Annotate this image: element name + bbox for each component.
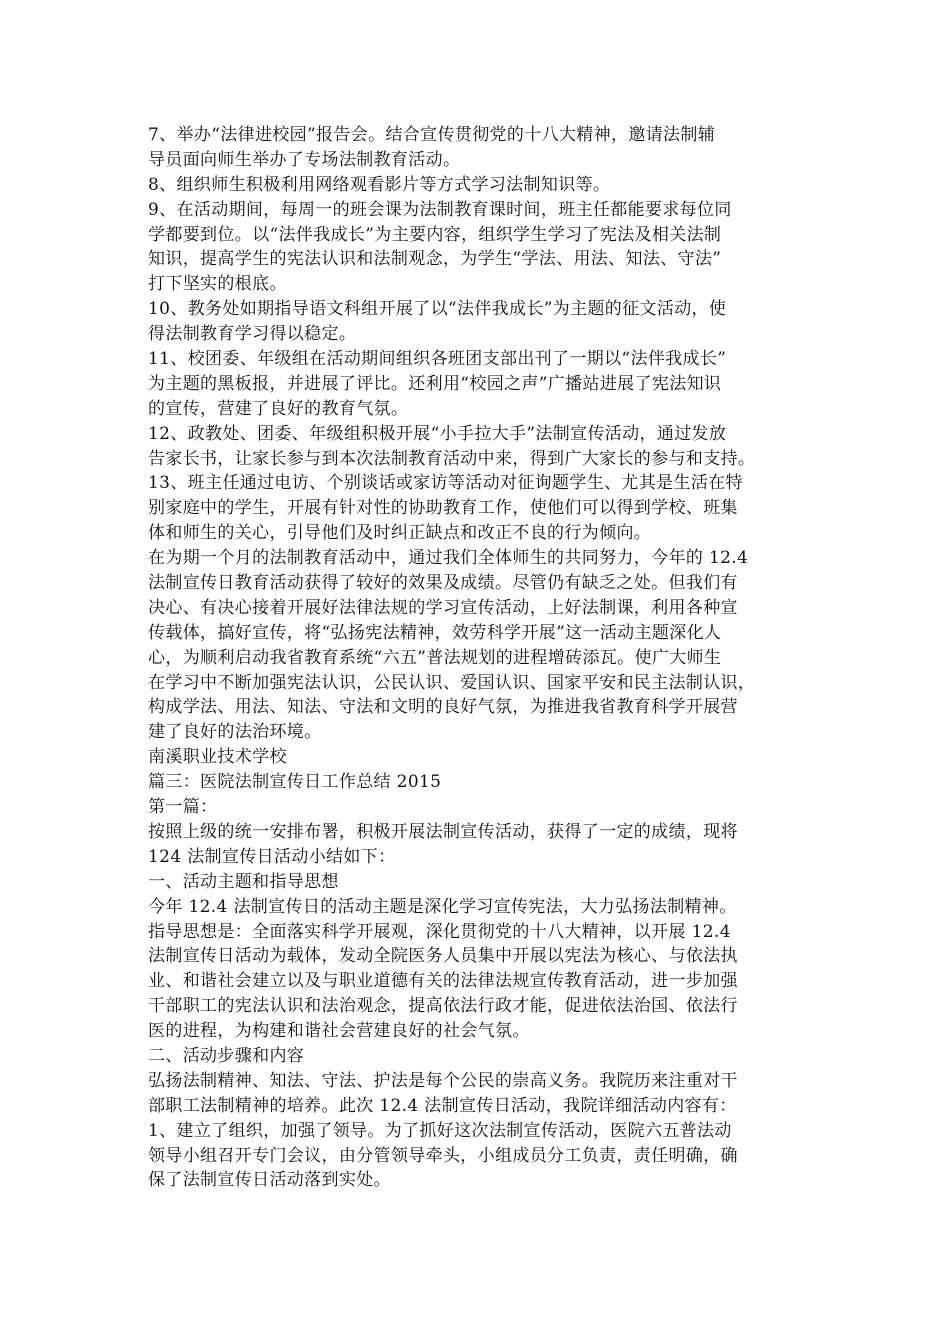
text-line: 按照上级的统一安排布署，积极开展法制宣传活动，获得了一定的成绩，现将 bbox=[148, 821, 738, 842]
text-line: 今年 12.4 法制宣传日的活动主题是深化学习宣传宪法，大力弘扬法制精神。 bbox=[148, 896, 737, 917]
text-line: 业、和谐社会建立以及与职业道德有关的法律法规宣传教育活动，进一步加强 bbox=[148, 971, 738, 992]
text-line: 部职工法制精神的培养。此次 12.4 法制宣传日活动，我院详细活动内容有： bbox=[148, 1095, 737, 1116]
text-line: 在学习中不断加强宪法认识，公民认识、爱国认识、国家平安和民主法制认识， bbox=[148, 672, 756, 693]
text-line: 打下坚实的根底。 bbox=[148, 274, 287, 295]
text-line: 13、班主任通过电访、个别谈话或家访等活动对征询题学生、尤其是生活在特 bbox=[148, 473, 743, 494]
text-line: 传载体，搞好宣传，将“弘扬宪法精神，效劳科学开展”这一活动主题深化人 bbox=[148, 622, 722, 643]
text-line: 一、活动主题和指导思想 bbox=[148, 871, 339, 892]
text-line: 构成学法、用法、知法、守法和文明的良好气氛，为推进我省教育科学开展营 bbox=[148, 697, 738, 718]
text-line: 为主题的黑板报，并进展了评比。还利用“校园之声”广播站进展了宪法知识 bbox=[148, 373, 722, 394]
text-line: 南溪职业技术学校 bbox=[148, 747, 287, 768]
text-line: 10、教务处如期指导语文科组开展了以“法伴我成长”为主题的征文活动，使 bbox=[148, 299, 727, 320]
text-line: 知识，提高学生的宪法认识和法制观念，为学生“学法、用法、知法、守法” bbox=[148, 249, 722, 270]
text-line: 心，为顺利启动我省教育系统“六五”普法规划的进程增砖添瓦。使广大师生 bbox=[148, 647, 722, 668]
text-line: 体和师生的关心，引导他们及时纠正缺点和改正不良的行为倾向。 bbox=[148, 523, 652, 544]
text-line: 医的进程，为构建和谐社会营建良好的社会气氛。 bbox=[148, 1021, 530, 1042]
text-line: 学都要到位。以“法伴我成长”为主要内容，组织学生学习了宪法及相关法制 bbox=[148, 224, 722, 245]
text-line: 别家庭中的学生，开展有针对性的协助教育工作，使他们可以得到学校、班集 bbox=[148, 498, 738, 519]
text-line: 保了法制宣传日活动落到实处。 bbox=[148, 1170, 391, 1191]
text-line: 法制宣传日教育活动获得了较好的效果及成绩。尽管仍有缺乏之处。但我们有 bbox=[148, 573, 738, 594]
text-line: 在为期一个月的法制教育活动中，通过我们全体师生的共同努力，今年的 12.4 bbox=[148, 548, 749, 569]
text-line: 7、举办“法律进校园”报告会。结合宣传贯彻党的十八大精神，邀请法制辅 bbox=[148, 125, 716, 145]
text-line: 124 法制宣传日活动小结如下： bbox=[148, 846, 396, 867]
text-line: 篇三：医院法制宣传日工作总结 2015 bbox=[148, 772, 442, 793]
text-line: 法制宣传日活动为载体，发动全院医务人员集中开展以宪法为核心、与依法执 bbox=[148, 946, 738, 967]
text-line: 得法制教育学习得以稳定。 bbox=[148, 324, 357, 345]
text-line: 的宣传，营建了良好的教育气氛。 bbox=[148, 398, 409, 419]
text-line: 领导小组召开专门会议，由分管领导牵头，小组成员分工负责，责任明确，确 bbox=[148, 1145, 738, 1166]
text-line: 导员面向师生举办了专场法制教育活动。 bbox=[148, 149, 461, 170]
text-line: 弘扬法制精神、知法、守法、护法是每个公民的崇高义务。我院历来注重对干 bbox=[148, 1070, 738, 1091]
text-line: 12、政教处、团委、年级组积极开展“小手拉大手”法制宣传活动，通过发放 bbox=[148, 423, 727, 444]
text-line: 告家长书，让家长参与到本次法制教育活动中来，得到广大家长的参与和支持。 bbox=[148, 448, 756, 469]
text-line: 9、在活动期间，每周一的班会课为法制教育课时间，班主任都能要求每位同 bbox=[148, 199, 732, 220]
text-line: 二、活动步骤和内容 bbox=[148, 1045, 305, 1066]
document-body bbox=[148, 123, 818, 1193]
text-line: 建了良好的法治环境。 bbox=[148, 722, 322, 743]
text-line: 1、建立了组织，加强了领导。为了抓好这次法制宣传活动，医院六五普法动 bbox=[148, 1120, 732, 1141]
text-line: 干部职工的宪法认识和法治观念，提高依法行政才能，促进依法治国、依法行 bbox=[148, 996, 738, 1017]
text-line: 第一篇： bbox=[148, 797, 218, 818]
text-line: 指导思想是：全面落实科学开展观，深化贯彻党的十八大精神，以开展 12.4 bbox=[148, 921, 731, 942]
text-line: 8、组织师生积极利用网络观看影片等方式学习法制知识等。 bbox=[148, 174, 611, 195]
text-line: 11、校团委、年级组在活动期间组织各班团支部出刊了一期以“法伴我成长” bbox=[148, 349, 727, 370]
text-line: 决心、有决心接着开展好法律法规的学习宣传活动，上好法制课，利用各种宣 bbox=[148, 597, 738, 618]
